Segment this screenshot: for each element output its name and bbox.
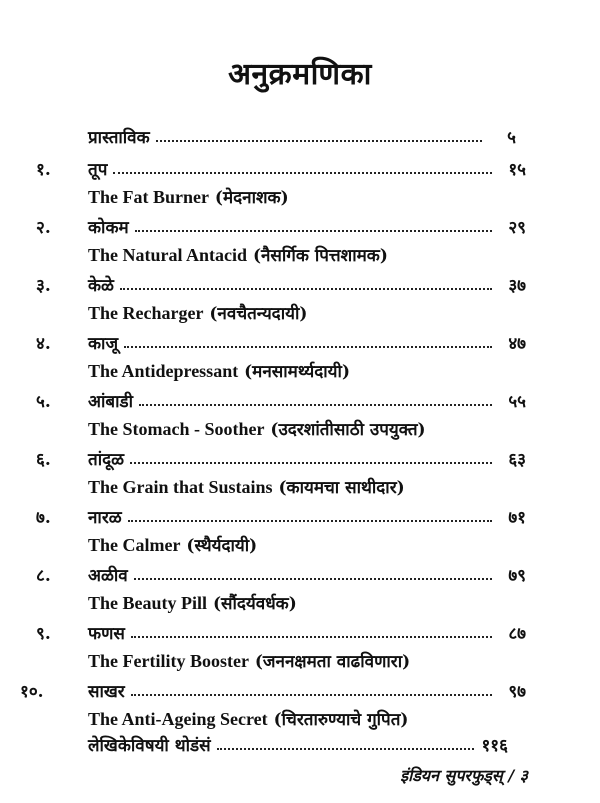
toc-subtitle (88, 584, 297, 614)
toc-entry-label: तांदूळ (88, 450, 125, 470)
toc-entry-label: नारळ (88, 508, 122, 528)
toc-subtitle-mr: (मनसामर्थ्यदायी) (244, 362, 350, 382)
toc-entry-number: ५. (36, 392, 51, 412)
toc-subtitle (88, 236, 388, 266)
toc-page-number: ८७ (508, 624, 526, 644)
dot-leader (156, 140, 482, 142)
toc-entry-author-note[interactable] (88, 726, 508, 756)
toc-entry-label: अळीव (88, 566, 128, 586)
page-footer: इंडियन सुपरफुड्स् / ३ (400, 766, 528, 785)
toc-page-number: ६३ (508, 450, 526, 470)
toc-page-number: ७९ (508, 566, 526, 586)
toc-subtitle-mr: (चिरतारुण्याचे गुपित) (273, 710, 409, 730)
toc-subtitle (88, 294, 307, 324)
toc-page-number: ५ (507, 128, 516, 148)
toc-entry-number: १०. (20, 682, 44, 702)
toc-subtitle-en: The Antidepressant (88, 361, 239, 381)
toc-subtitle-mr: (नवचैतन्यदायी) (209, 304, 308, 324)
toc-page-number: २९ (508, 218, 526, 238)
dot-leader (139, 404, 492, 406)
toc-entry[interactable] (36, 498, 526, 528)
toc-entry[interactable] (36, 208, 526, 238)
toc-page-number: ९७ (508, 682, 526, 702)
toc-entry[interactable] (36, 266, 526, 296)
toc-entry-number: ८. (36, 566, 51, 586)
toc-entry-label: तूप (88, 160, 108, 180)
toc-entry-label: साखर (88, 682, 125, 702)
toc-subtitle-en: The Recharger (88, 303, 204, 323)
toc-subtitle-mr: (मेदनाशक) (214, 188, 289, 208)
toc-subtitle-en: The Stomach - Soother (88, 419, 265, 439)
dot-leader (131, 694, 492, 696)
toc-subtitle-en: The Grain that Sustains (88, 477, 273, 497)
toc-page-number: ३७ (508, 276, 526, 296)
toc-subtitle-en: The Fertility Booster (88, 651, 249, 671)
toc-entry[interactable] (20, 672, 526, 702)
dot-leader (124, 346, 492, 348)
toc-entry[interactable] (36, 324, 526, 354)
toc-page-number: १५ (508, 160, 526, 180)
toc-subtitle (88, 468, 405, 498)
toc-entry[interactable] (36, 382, 526, 412)
toc-subtitle-en: The Fat Burner (88, 187, 209, 207)
toc-entry[interactable] (36, 614, 526, 644)
toc-subtitle-en: The Natural Antacid (88, 245, 248, 265)
toc-subtitle-mr: (कायमचा साथीदार) (278, 478, 405, 498)
toc-entry-label: लेखिकेविषयी थोडंसं (88, 736, 211, 756)
toc-page-number: ५५ (508, 392, 526, 412)
toc-page-number: ७१ (508, 508, 526, 528)
dot-leader (130, 462, 492, 464)
dot-leader (217, 748, 474, 750)
page-title: अनुक्रमणिका (228, 57, 372, 92)
toc-page-number: ४७ (508, 334, 526, 354)
toc-entry-label: केळे (88, 276, 114, 296)
toc-entry-number: १. (36, 160, 51, 180)
dot-leader (113, 172, 492, 174)
toc-entry-label: फणस (88, 624, 125, 644)
toc-entry-number: ७. (36, 508, 51, 528)
toc-entry[interactable] (36, 556, 526, 586)
dot-leader (120, 288, 492, 290)
toc-entry-preface[interactable] (88, 118, 516, 148)
toc-subtitle-mr: (सौंदर्यवर्धक) (212, 594, 297, 614)
toc-entry-number: ४. (36, 334, 51, 354)
toc-subtitle (88, 410, 426, 440)
dot-leader (135, 230, 492, 232)
dot-leader (134, 578, 492, 580)
toc-subtitle-mr: (उदरशांतीसाठी उपयुक्त) (270, 420, 426, 440)
toc-subtitle-mr: (जननक्षमता वाढविणारा) (254, 652, 411, 672)
toc-page-number: ११६ (481, 736, 508, 756)
toc-entry-number: २. (36, 218, 51, 238)
toc-subtitle-en: The Beauty Pill (88, 593, 208, 613)
toc-entry-label: कोकम (88, 218, 129, 238)
toc-entry-number: ३. (36, 276, 51, 296)
toc-subtitle-mr: (स्थैर्यदायी) (186, 536, 258, 556)
toc-subtitle (88, 352, 350, 382)
toc-entry-label: काजू (88, 334, 119, 354)
toc-subtitle-mr: (नैसर्गिक पित्तशामक) (252, 246, 388, 266)
toc-subtitle-en: The Anti-Ageing Secret (88, 709, 268, 729)
toc-subtitle (88, 526, 257, 556)
toc-subtitle (88, 178, 289, 208)
toc-entry-number: ६. (36, 450, 51, 470)
toc-subtitle-en: The Calmer (88, 535, 181, 555)
toc-entry-label: आंबाडी (88, 392, 133, 412)
toc-entry-number: ९. (36, 624, 51, 644)
dot-leader (131, 636, 492, 638)
dot-leader (128, 520, 492, 522)
toc-entry[interactable] (36, 150, 526, 180)
toc-entry[interactable] (36, 440, 526, 470)
toc-entry-label: प्रास्ताविक (88, 128, 150, 148)
toc-subtitle (88, 642, 410, 672)
